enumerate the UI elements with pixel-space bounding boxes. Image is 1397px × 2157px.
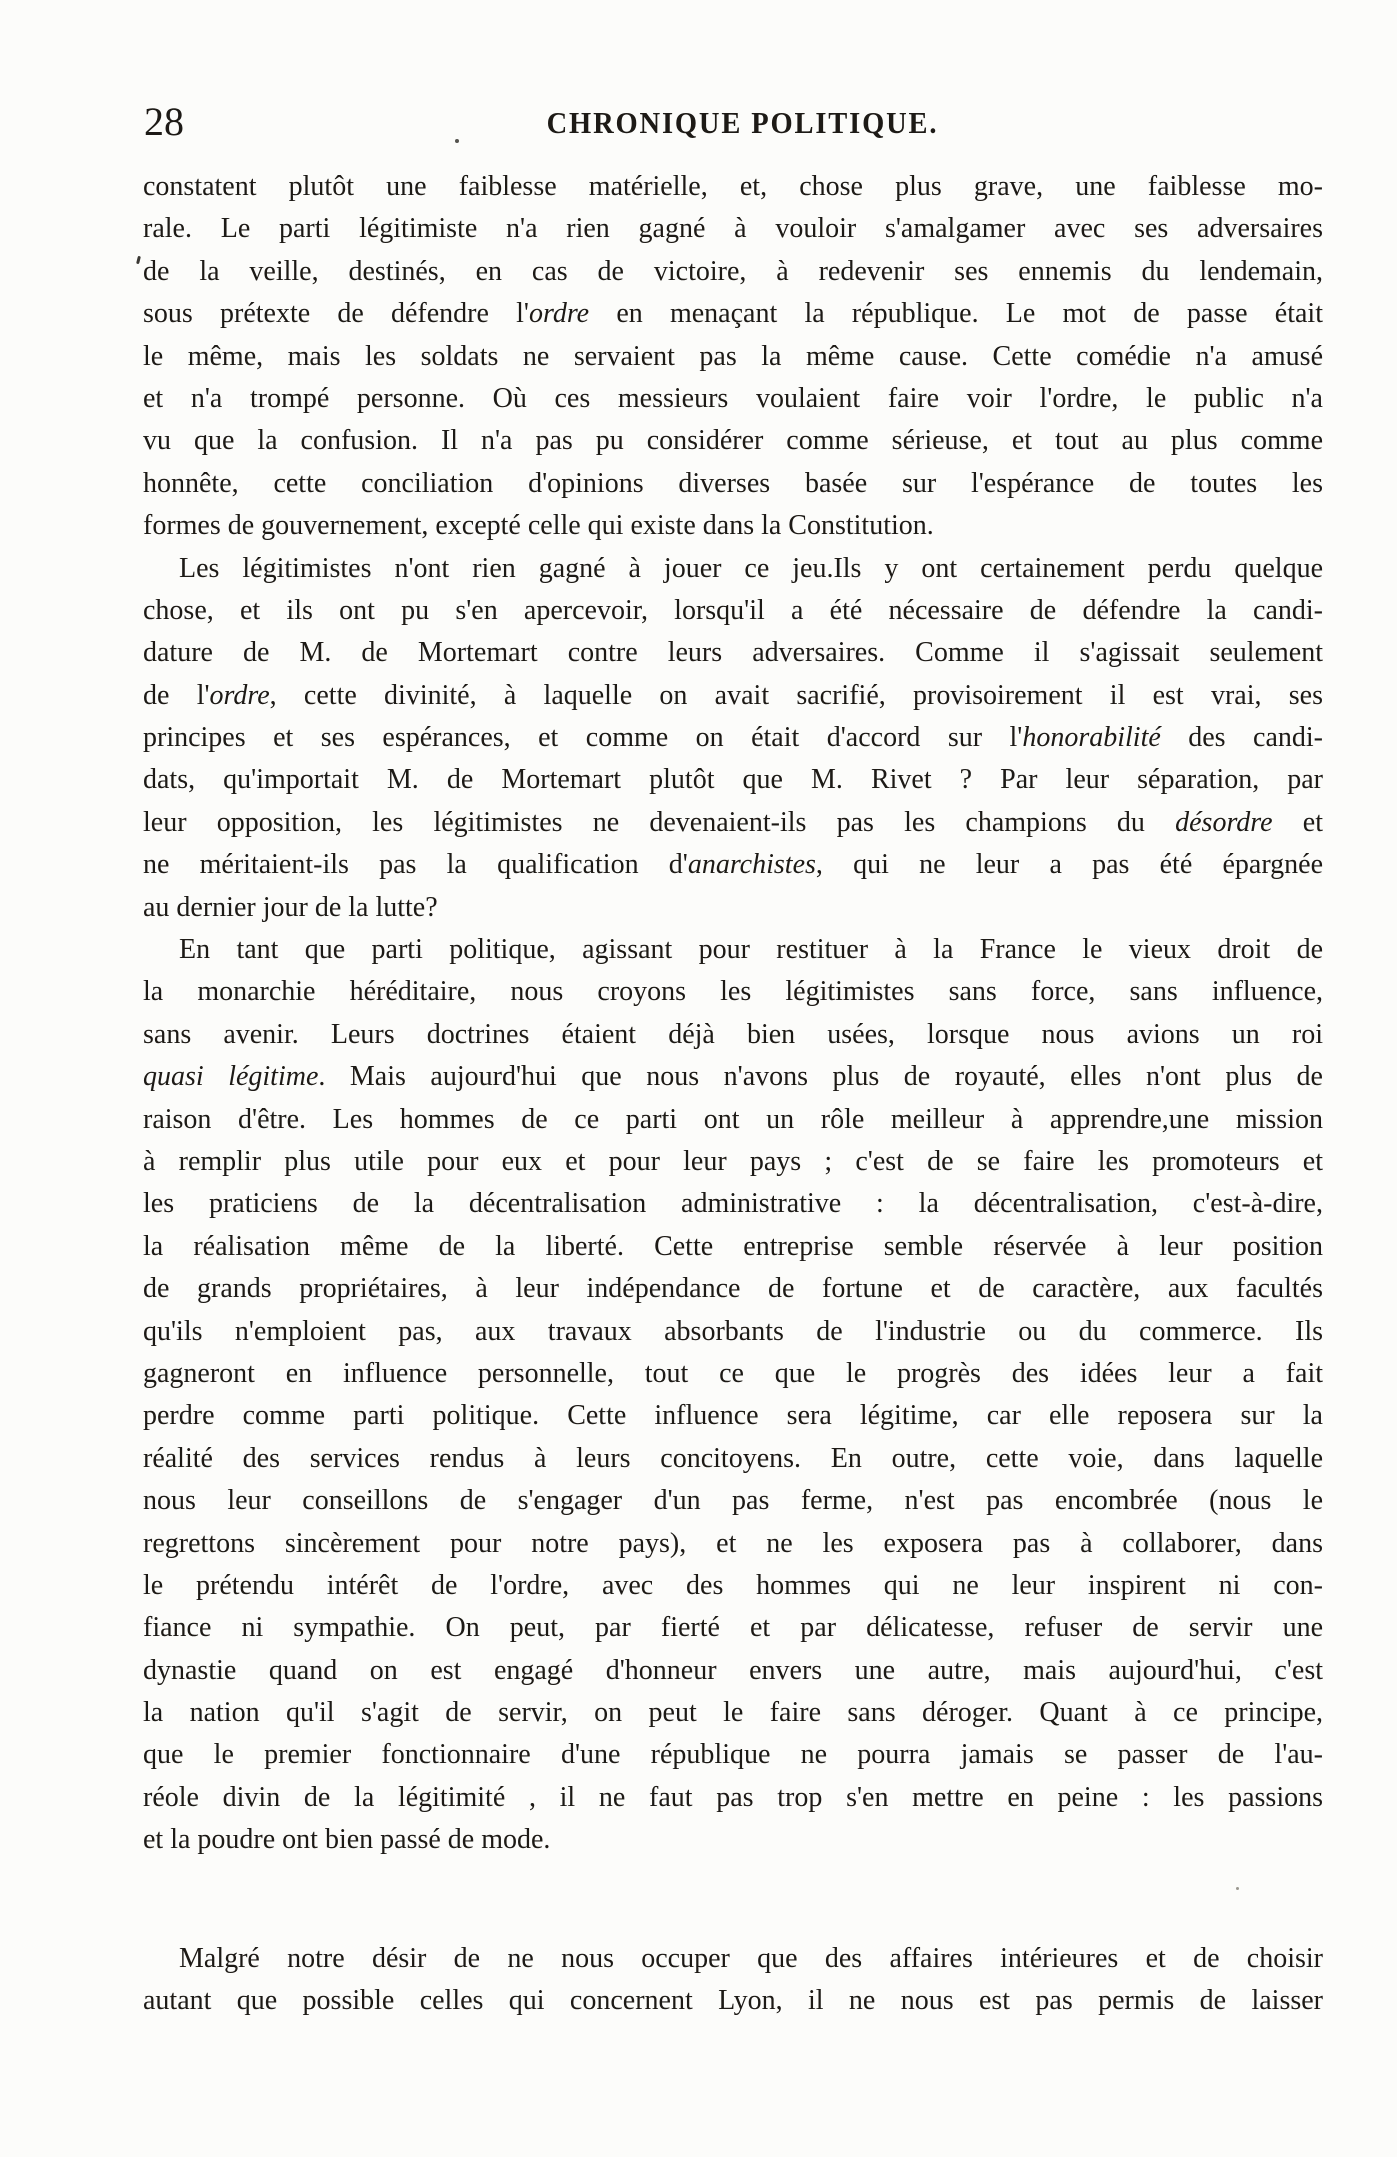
text-line: réole divin de la légitimité , il ne faut pas trop s'en mettre en peine : les passions bbox=[143, 1781, 1323, 1813]
text-line: perdre comme parti politique. Cette influence sera légitime, car elle reposera sur la bbox=[143, 1400, 1323, 1432]
page-number: 28 bbox=[144, 99, 184, 144]
text-line: qu'ils n'emploient pas, aux travaux absorbants de l'industrie ou du commerce. Ils bbox=[143, 1315, 1323, 1347]
scan-speckle bbox=[455, 139, 459, 143]
text-line: principes et ses espérances, et comme on était d'accord sur l'honorabilité des candi- bbox=[143, 722, 1323, 754]
text-line: réalité des services rendus à leurs concitoyens. En outre, cette voie, dans laquelle bbox=[143, 1442, 1323, 1474]
text-line: constatent plutôt une faiblesse matérielle, et, chose plus grave, une faiblesse mo- bbox=[143, 171, 1323, 202]
text-line: honnête, cette conciliation d'opinions diverses basée sur l'espérance de toutes les bbox=[143, 467, 1323, 499]
scan-speckle bbox=[1236, 1887, 1239, 1890]
text-line: le même, mais les soldats ne servaient pas la même cause. Cette comédie n'a amusé bbox=[143, 340, 1323, 372]
text-line: dynastie quand on est engagé d'honneur envers une autre, mais aujourd'hui, c'est bbox=[143, 1654, 1323, 1686]
text-line: la réalisation même de la liberté. Cette entreprise semble réservée à leur position bbox=[143, 1230, 1323, 1262]
text-line: de la veille, destinés, en cas de victoire, à redevenir ses ennemis du lendemain, bbox=[143, 255, 1323, 287]
text-line: chose, et ils ont pu s'en apercevoir, lorsqu'il a été nécessaire de défendre la candi- bbox=[143, 594, 1323, 626]
text-line: que le premier fonctionnaire d'une république ne pourra jamais se passer de l'au- bbox=[143, 1739, 1323, 1771]
text-line: ne méritaient-ils pas la qualification d'anarchistes, qui ne leur a pas été épargnée bbox=[143, 849, 1324, 881]
text-line: regrettons sincèrement pour notre pays), et ne les exposera pas à collaborer, dans bbox=[143, 1527, 1323, 1559]
scan-speckle bbox=[136, 256, 141, 264]
paragraph bbox=[143, 1938, 1323, 2023]
paragraph bbox=[143, 548, 1323, 930]
text-line: gagneront en influence personnelle, tout ce que le progrès des idées leur a fait bbox=[143, 1357, 1323, 1389]
text-line: dature de M. de Mortemart contre leurs adversaires. Comme il s'agissait seulement bbox=[143, 637, 1323, 669]
text-line: En tant que parti politique, agissant pour restituer à la France le vieux droit de bbox=[179, 934, 1323, 966]
text-line: de grands propriétaires, à leur indépendance de fortune et de caractère, aux facultés bbox=[143, 1273, 1323, 1305]
text-block bbox=[143, 166, 1323, 2022]
text-line: de l'ordre, cette divinité, à laquelle on avait sacrifié, provisoirement il est vrai, ses bbox=[143, 679, 1323, 711]
text-line: leur opposition, les légitimistes ne devenaient-ils pas les champions du désordre et bbox=[143, 806, 1323, 838]
text-line: au dernier jour de la lutte? bbox=[143, 891, 438, 923]
text-line: la monarchie héréditaire, nous croyons les légitimistes sans force, sans influence, bbox=[143, 976, 1323, 1008]
text-line: à remplir plus utile pour eux et pour leur pays ; c'est de se faire les promoteurs et bbox=[143, 1145, 1323, 1177]
text-line: nous leur conseillons de s'engager d'un pas ferme, n'est pas encombrée (nous le bbox=[143, 1485, 1323, 1517]
text-line: dats, qu'importait M. de Mortemart plutôt que M. Rivet ? Par leur séparation, par bbox=[143, 764, 1323, 796]
text-line: autant que possible celles qui concernent Lyon, il ne nous est pas permis de laisser bbox=[143, 1985, 1323, 2017]
text-line: fiance ni sympathie. On peut, par fierté et par délicatesse, refuser de servir une bbox=[143, 1612, 1323, 1644]
paragraph bbox=[143, 929, 1323, 1862]
text-line: et n'a trompé personne. Où ces messieurs voulaient faire voir l'ordre, le public n'a bbox=[143, 382, 1323, 414]
text-line: le prétendu intérêt de l'ordre, avec des hommes qui ne leur inspirent ni con- bbox=[143, 1569, 1323, 1601]
paragraph bbox=[143, 166, 1323, 548]
text-line: Malgré notre désir de ne nous occuper que des affaires intérieures et de choisir bbox=[179, 1942, 1323, 1974]
text-line: rale. Le parti légitimiste n'a rien gagné à vouloir s'amalgamer avec ses adversaires bbox=[143, 213, 1323, 245]
text-line: formes de gouvernement, excepté celle qui existe dans la Constitution. bbox=[143, 510, 934, 542]
text-line: raison d'être. Les hommes de ce parti ont un rôle meilleur à apprendre,une mission bbox=[143, 1103, 1323, 1135]
text-line: vu que la confusion. Il n'a pas pu considérer comme sérieuse, et tout au plus comme bbox=[143, 425, 1323, 457]
text-line: sans avenir. Leurs doctrines étaient déjà bien usées, lorsque nous avions un roi bbox=[143, 1018, 1323, 1050]
text-line: quasi légitime. Mais aujourd'hui que nous n'avons plus de royauté, elles n'ont plus de bbox=[143, 1061, 1323, 1093]
text-line: sous prétexte de défendre l'ordre en menaçant la république. Le mot de passe était bbox=[143, 298, 1323, 330]
text-line: et la poudre ont bien passé de mode. bbox=[143, 1824, 551, 1856]
text-line: les praticiens de la décentralisation administrative : la décentralisation, c'est-à-dire, bbox=[143, 1188, 1323, 1220]
running-title: CHRONIQUE POLITIQUE. bbox=[546, 105, 939, 140]
text-line: la nation qu'il s'agit de servir, on peut le faire sans déroger. Quant à ce principe, bbox=[143, 1697, 1323, 1729]
text-line: Les légitimistes n'ont rien gagné à jouer ce jeu.Ils y ont certainement perdu quelque bbox=[179, 552, 1323, 584]
